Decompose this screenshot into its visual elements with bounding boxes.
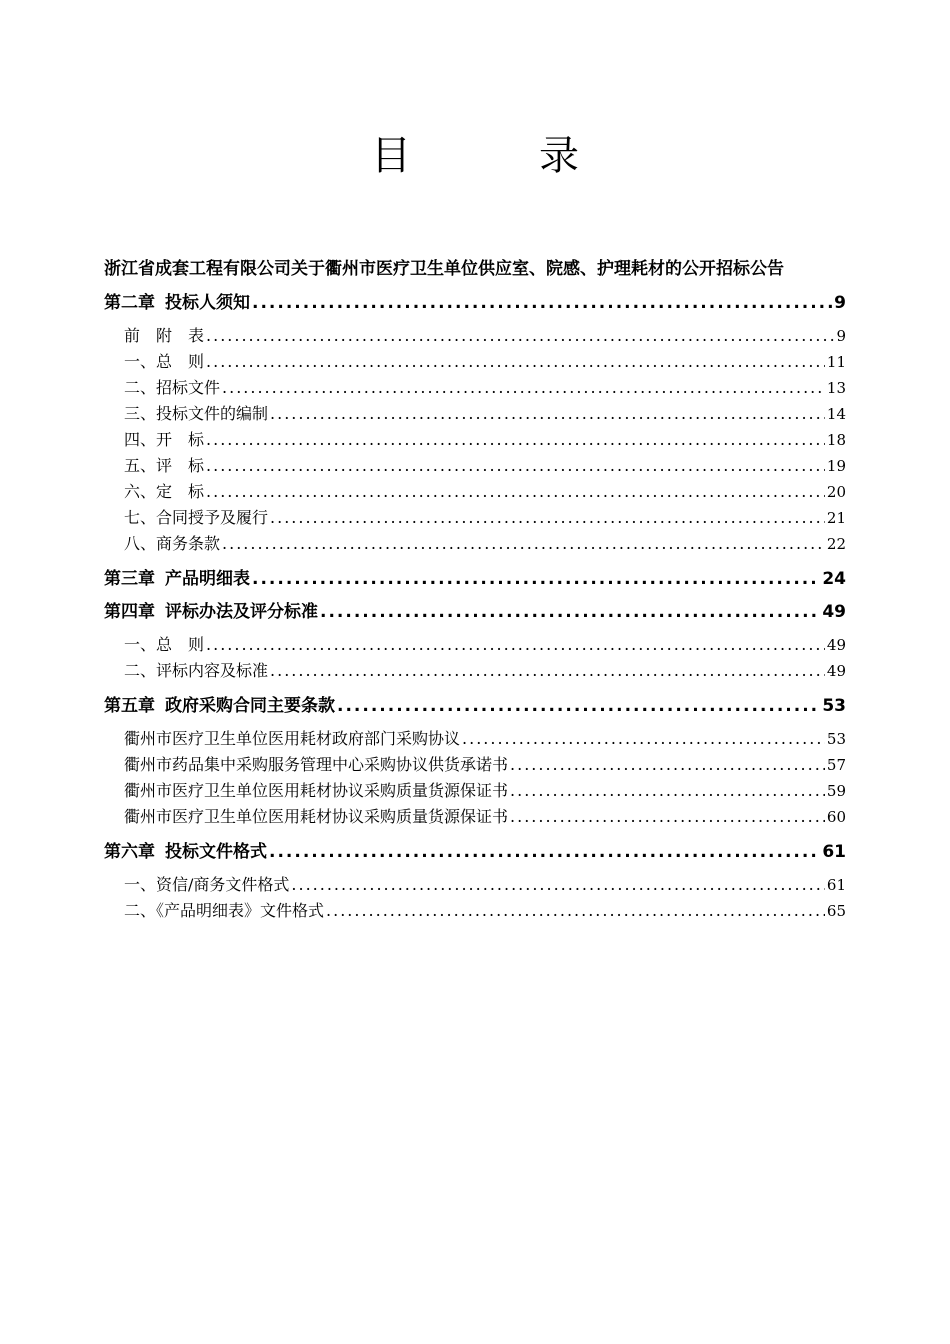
section-title: 二、评标内容及标准 [124,661,269,680]
dot-leader [270,658,825,684]
section-title: 衢州市医疗卫生单位医用耗材政府部门采购协议 [124,729,461,748]
toc-section[interactable] [104,323,846,349]
toc-section[interactable] [104,872,846,898]
section-title: 二、《产品明细表》文件格式 [124,901,325,920]
section-title: 一、资信/商务文件格式 [124,875,290,894]
toc-chapter-4[interactable] [104,597,846,627]
toc-section[interactable] [104,898,846,924]
dot-leader [337,691,820,721]
page-number: 53 [826,730,846,748]
page-number: 61 [826,876,846,894]
section-title: 一、总 则 [124,352,205,371]
section-title: 前 附 表 [124,326,205,345]
toc-chapter-2[interactable] [104,288,846,318]
toc-chapter-6[interactable] [104,837,846,867]
page-number: 20 [826,483,846,501]
toc-section[interactable] [104,531,846,557]
section-title: 八、商务条款 [124,534,221,553]
page-number: 53 [822,696,846,716]
page-number: 22 [826,535,846,553]
page-number: 9 [834,293,846,313]
toc-section[interactable] [104,778,846,804]
toc-section[interactable] [104,453,846,479]
section-title: 七、合同授予及履行 [124,508,269,527]
page-number: 9 [836,327,846,345]
toc-section[interactable] [104,505,846,531]
dot-leader [206,453,825,479]
dot-leader [222,531,825,557]
page-number: 14 [826,405,846,423]
toc-section[interactable] [104,479,846,505]
page-number: 49 [826,636,846,654]
chapter-number: 第五章 [104,696,155,716]
chapter-number: 第六章 [104,842,155,862]
chapter-number: 第二章 [104,293,155,313]
section-title: 四、开 标 [124,430,205,449]
page-number: 18 [826,431,846,449]
dot-leader [206,349,825,375]
toc-section[interactable] [104,401,846,427]
chapter-title: 投标文件格式 [165,842,267,862]
section-title: 六、定 标 [124,482,205,501]
toc-section[interactable] [104,804,846,830]
toc-section[interactable] [104,427,846,453]
toc-section[interactable] [104,349,846,375]
toc-section[interactable] [104,726,846,752]
toc-entry-announcement[interactable]: 浙江省成套工程有限公司关于衢州市医疗卫生单位供应室、院感、护理耗材的公开招标公告 [104,259,784,279]
toc-section[interactable] [104,658,846,684]
dot-leader [326,898,825,924]
section-title: 衢州市药品集中采购服务管理中心采购协议供货承诺书 [124,755,509,774]
page-number: 13 [826,379,846,397]
page-number: 19 [826,457,846,475]
page-number: 60 [826,808,846,826]
dot-leader [206,323,834,349]
page-number: 11 [826,353,846,371]
page-number: 49 [826,662,846,680]
section-title: 五、评 标 [124,456,205,475]
section-title: 衢州市医疗卫生单位医用耗材协议采购质量货源保证书 [124,807,509,826]
toc-section[interactable] [104,632,846,658]
dot-leader [252,564,820,594]
dot-leader [206,427,825,453]
chapter-number: 第三章 [104,569,155,589]
chapter-title: 政府采购合同主要条款 [165,696,335,716]
section-title: 二、招标文件 [124,378,221,397]
chapter-title: 评标办法及评分标准 [165,602,318,622]
dot-leader [291,872,825,898]
chapter-number: 第四章 [104,602,155,622]
page-number: 65 [826,902,846,920]
section-title: 一、总 则 [124,635,205,654]
section-title: 衢州市医疗卫生单位医用耗材协议采购质量货源保证书 [124,781,509,800]
chapter-title: 投标人须知 [165,293,250,313]
page-number: 21 [826,509,846,527]
page-number: 49 [822,602,846,622]
dot-leader [269,837,820,867]
page-number: 57 [826,756,846,774]
page-number: 61 [822,842,846,862]
dot-leader [270,505,825,531]
dot-leader [252,288,832,318]
dot-leader [206,479,825,505]
toc-section[interactable] [104,375,846,401]
page-number: 24 [822,569,846,589]
toc-chapter-5[interactable] [104,691,846,721]
dot-leader [462,726,825,752]
page-number: 59 [826,782,846,800]
dot-leader [510,752,825,778]
dot-leader [510,778,825,804]
chapter-title: 产品明细表 [165,569,250,589]
section-title: 三、投标文件的编制 [124,404,269,423]
table-of-contents [104,256,846,924]
dot-leader [320,597,820,627]
dot-leader [206,632,825,658]
dot-leader [222,375,825,401]
dot-leader [510,804,825,830]
toc-section[interactable] [104,752,846,778]
dot-leader [270,401,825,427]
page-title: 目 录 [371,133,623,179]
toc-chapter-3[interactable] [104,564,846,594]
